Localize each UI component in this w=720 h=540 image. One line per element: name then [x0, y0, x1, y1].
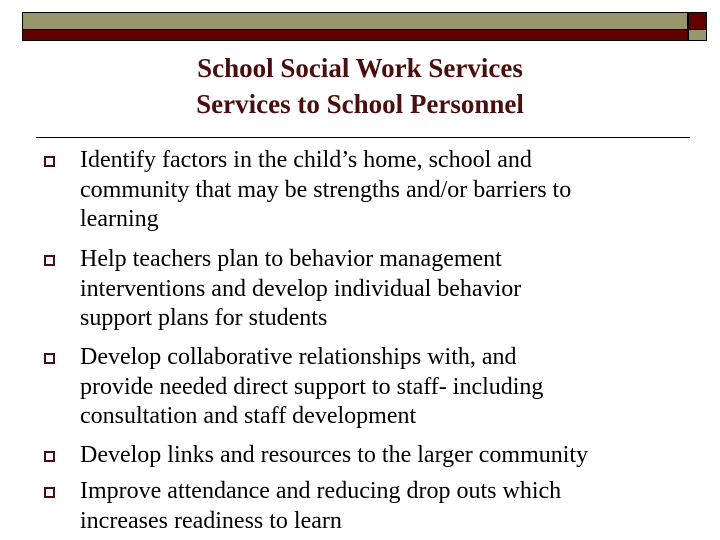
hollow-square-bullet-icon [44, 451, 55, 462]
bullet-line: Identify factors in the child’s home, school and [80, 147, 532, 173]
hollow-square-bullet-icon [44, 156, 55, 167]
bullet-line: Develop collaborative relationships with, and [80, 344, 517, 370]
corner-maroon-square [689, 13, 706, 30]
bullet-text [80, 477, 710, 536]
bullet-text [80, 441, 710, 471]
title-divider [36, 137, 690, 138]
header-maroon-band [23, 30, 687, 40]
bullet-line: consultation and staff development [80, 403, 417, 429]
header-olive-band [23, 13, 687, 30]
bullet-line: community that may be strengths and/or barriers to [80, 176, 572, 203]
bullet-line: provide needed direct support to staff- including [80, 373, 544, 400]
bullet-line: Help teachers plan to behavior management [80, 246, 502, 272]
bullet-line: learning [80, 206, 159, 232]
bullet-line: support plans for students [80, 305, 328, 331]
bullet-text [80, 245, 710, 334]
corner-olive-square [689, 30, 706, 40]
bullet-text [80, 343, 710, 432]
hollow-square-bullet-icon [44, 255, 55, 266]
slide-title [110, 50, 610, 122]
header-corner-squares [688, 12, 707, 41]
hollow-square-bullet-icon [44, 353, 55, 364]
bullet-line: increases readiness to learn [80, 507, 342, 534]
slide-title-line-2: Services to School Personnel [196, 89, 524, 119]
hollow-square-bullet-icon [44, 487, 55, 498]
bullet-line: Improve attendance and reducing drop outs which [80, 478, 562, 504]
bullet-text [80, 146, 710, 235]
bullet-line: interventions and develop individual behavior [80, 275, 522, 302]
slide-title-line-1: School Social Work Services [197, 53, 523, 83]
bullet-line: Develop links and resources to the larger community [80, 442, 589, 468]
header-decorative-bar [22, 12, 688, 41]
